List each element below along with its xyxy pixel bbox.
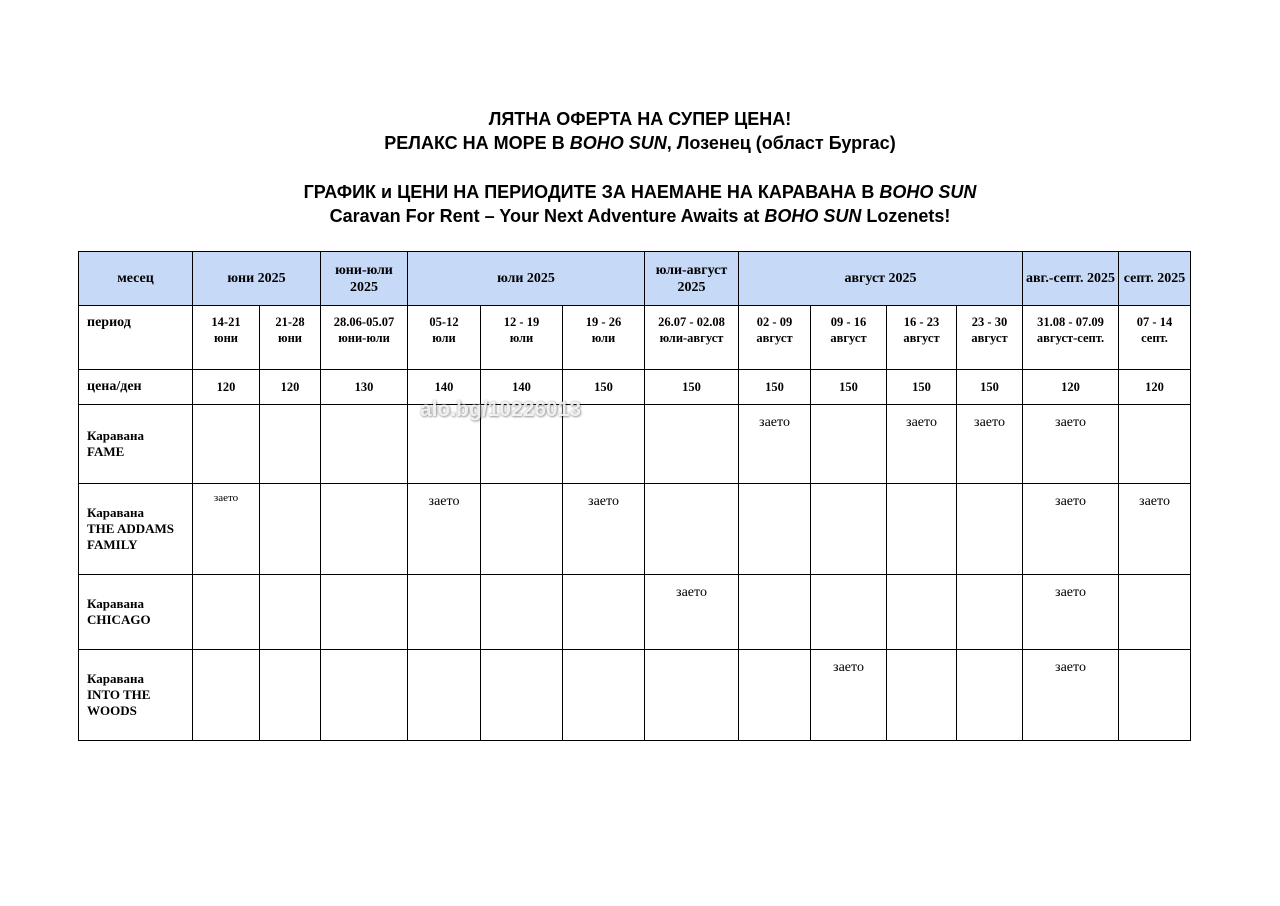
- availability-cell: [193, 575, 260, 650]
- availability-cell: [408, 575, 481, 650]
- availability-cell: [260, 650, 321, 741]
- english-tagline: Caravan For Rent – Your Next Adventure Awaits at BOHO SUN Lozenets!: [329, 206, 951, 226]
- booked-status-cell: заето: [1023, 484, 1119, 575]
- month-header: август 2025: [739, 252, 1023, 306]
- month-header: юли-август 2025: [645, 252, 739, 306]
- period-cell: [563, 306, 645, 370]
- booked-status-cell: заето: [739, 405, 811, 484]
- availability-cell: [1119, 575, 1191, 650]
- caravan-prefix: Каравана: [87, 671, 144, 686]
- availability-cell: [481, 650, 563, 741]
- period-cell: [321, 306, 408, 370]
- period-cell: [887, 306, 957, 370]
- price-cell: 120: [1023, 370, 1119, 405]
- period-dates: 23 - 30: [971, 315, 1008, 329]
- availability-cell: [1119, 405, 1191, 484]
- availability-cell: [193, 650, 260, 741]
- booked-status-cell: заето: [1023, 575, 1119, 650]
- booked-status-cell: заето: [563, 484, 645, 575]
- period-cell: [260, 306, 321, 370]
- period-month: юли: [591, 331, 616, 345]
- brand-name: BOHO SUN: [764, 206, 862, 226]
- booked-status-cell: заето: [957, 405, 1023, 484]
- availability-cell: [260, 405, 321, 484]
- period-dates: 07 - 14: [1136, 315, 1173, 329]
- availability-cell: [811, 405, 887, 484]
- period-dates: 02 - 09: [756, 315, 793, 329]
- availability-cell: [321, 484, 408, 575]
- period-header-label: период: [79, 306, 193, 370]
- availability-cell: [957, 650, 1023, 741]
- period-month: септ.: [1141, 331, 1168, 345]
- period-cell: [481, 306, 563, 370]
- caravan-title: FAME: [87, 444, 125, 459]
- offer-title: ЛЯТНА ОФЕРТА НА СУПЕР ЦЕНА!: [488, 109, 792, 129]
- availability-cell: [887, 484, 957, 575]
- period-month: август: [903, 331, 940, 345]
- caravan-name: [79, 650, 193, 741]
- period-dates: 28.06-05.07: [333, 315, 395, 329]
- availability-cell: [811, 484, 887, 575]
- availability-cell: [957, 484, 1023, 575]
- period-dates: 31.08 - 07.09: [1037, 315, 1104, 329]
- availability-cell: [260, 484, 321, 575]
- caravan-prefix: Каравана: [87, 596, 144, 611]
- availability-cell: [260, 575, 321, 650]
- caravan-title: INTO THE WOODS: [87, 687, 151, 718]
- availability-cell: [563, 575, 645, 650]
- availability-cell: [957, 575, 1023, 650]
- price-cell: 130: [321, 370, 408, 405]
- caravan-name: [79, 575, 193, 650]
- period-cell: [739, 306, 811, 370]
- availability-cell: [321, 575, 408, 650]
- period-month: юли-август: [659, 331, 724, 345]
- period-cell: [1023, 306, 1119, 370]
- period-row: [79, 306, 1191, 370]
- period-month: юни: [278, 331, 302, 345]
- period-cell: [645, 306, 739, 370]
- period-dates: 16 - 23: [903, 315, 940, 329]
- period-cell: [811, 306, 887, 370]
- period-dates: 19 - 26: [585, 315, 622, 329]
- period-month: август-септ.: [1036, 331, 1105, 345]
- period-month: юни: [214, 331, 238, 345]
- month-header: юни 2025: [193, 252, 321, 306]
- availability-cell: [811, 575, 887, 650]
- period-month: юли: [509, 331, 534, 345]
- booked-status-cell: заето: [408, 484, 481, 575]
- availability-cell: [739, 484, 811, 575]
- period-month: август: [971, 331, 1008, 345]
- offer-subtitle: РЕЛАКС НА МОРЕ В BOHO SUN, Лозенец (област Бургас): [384, 133, 896, 153]
- period-month: юни-юли: [338, 331, 390, 345]
- booked-status-cell: заето: [1023, 405, 1119, 484]
- availability-cell: [645, 484, 739, 575]
- schedule-title: ГРАФИК и ЦЕНИ НА ПЕРИОДИТЕ ЗА НАЕМАНЕ НА КАРАВАНА В BOHO SUN: [303, 182, 977, 202]
- caravan-name: [79, 484, 193, 575]
- period-cell: [1119, 306, 1191, 370]
- period-cell: [408, 306, 481, 370]
- price-cell: 120: [193, 370, 260, 405]
- availability-cell: [481, 484, 563, 575]
- period-cell: [957, 306, 1023, 370]
- rental-schedule-table: [78, 251, 1191, 741]
- caravan-row: [79, 484, 1191, 575]
- availability-cell: [481, 575, 563, 650]
- month-row: [79, 252, 1191, 306]
- period-dates: 14-21: [211, 315, 241, 329]
- period-month: август: [756, 331, 793, 345]
- booked-status-cell: заето: [193, 484, 260, 575]
- watermark: alo.bg/10226013: [420, 398, 582, 421]
- availability-cell: [1119, 650, 1191, 741]
- caravan-row: [79, 575, 1191, 650]
- period-dates: 12 - 19: [503, 315, 540, 329]
- caravan-prefix: Каравана: [87, 505, 144, 520]
- schedule-heading-block: [0, 180, 1280, 228]
- brand-name: BOHO SUN: [569, 133, 667, 153]
- period-month: август: [830, 331, 867, 345]
- availability-cell: [739, 575, 811, 650]
- price-cell: 150: [645, 370, 739, 405]
- period-cell: [193, 306, 260, 370]
- brand-name: BOHO SUN: [879, 182, 977, 202]
- booked-status-cell: заето: [1119, 484, 1191, 575]
- price-cell: 150: [887, 370, 957, 405]
- caravan-prefix: Каравана: [87, 428, 144, 443]
- period-dates: 21-28: [275, 315, 305, 329]
- availability-cell: [193, 405, 260, 484]
- availability-cell: [563, 650, 645, 741]
- price-cell: 140: [481, 370, 563, 405]
- period-dates: 26.07 - 02.08: [658, 315, 725, 329]
- caravan-title: THE ADDAMS FAMILY: [87, 521, 175, 552]
- month-header-label: месец: [79, 252, 193, 306]
- availability-cell: [321, 405, 408, 484]
- availability-cell: [739, 650, 811, 741]
- availability-cell: [887, 650, 957, 741]
- availability-cell: [887, 575, 957, 650]
- availability-cell: [408, 650, 481, 741]
- booked-status-cell: заето: [811, 650, 887, 741]
- price-cell: 150: [811, 370, 887, 405]
- booked-status-cell: заето: [645, 575, 739, 650]
- price-cell: 120: [260, 370, 321, 405]
- title-block: [0, 107, 1280, 155]
- availability-cell: [645, 405, 739, 484]
- caravan-row: [79, 405, 1191, 484]
- period-dates: 09 - 16: [830, 315, 867, 329]
- month-header: авг.-септ. 2025: [1023, 252, 1119, 306]
- price-cell: 120: [1119, 370, 1191, 405]
- period-dates: 05-12: [429, 315, 459, 329]
- caravan-name: [79, 405, 193, 484]
- period-month: юли: [432, 331, 456, 345]
- booked-status-cell: заето: [1023, 650, 1119, 741]
- price-cell: 140: [408, 370, 481, 405]
- caravan-row: [79, 650, 1191, 741]
- availability-cell: [645, 650, 739, 741]
- availability-cell: [321, 650, 408, 741]
- price-row: [79, 370, 1191, 405]
- booked-status-cell: заето: [887, 405, 957, 484]
- month-header: септ. 2025: [1119, 252, 1191, 306]
- month-header: юли 2025: [408, 252, 645, 306]
- price-cell: 150: [739, 370, 811, 405]
- price-header-label: цена/ден: [79, 370, 193, 405]
- price-cell: 150: [563, 370, 645, 405]
- price-cell: 150: [957, 370, 1023, 405]
- month-header: юни-юли 2025: [321, 252, 408, 306]
- caravan-title: CHICAGO: [87, 612, 151, 627]
